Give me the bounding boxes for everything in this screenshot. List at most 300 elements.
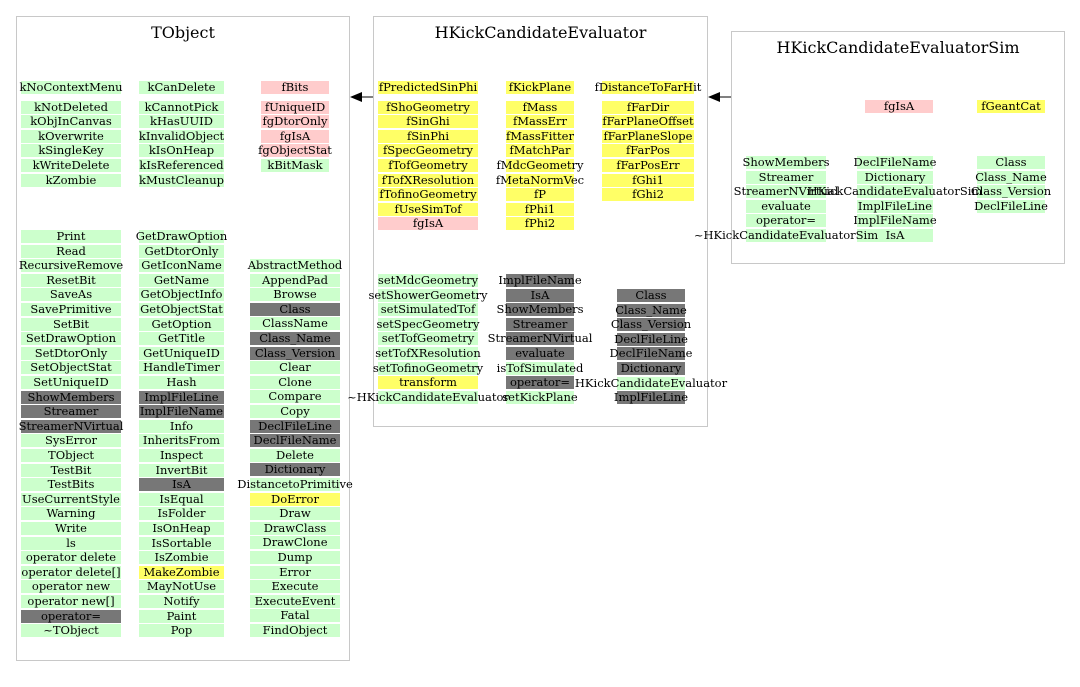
class-member [139, 493, 224, 506]
member-label: DeclFileName [253, 433, 337, 448]
class-member [977, 100, 1045, 113]
class-member [506, 203, 574, 216]
member-label: fMatchPar [509, 143, 571, 158]
class-member [347, 389, 509, 404]
class-member [617, 289, 685, 302]
member-label: SaveAs [49, 287, 93, 302]
member-label: fgIsA [279, 128, 311, 143]
member-label: SavePrimitive [30, 302, 112, 316]
member-label: kZombie [45, 172, 97, 187]
class-member [21, 81, 121, 94]
member-label: IsA [885, 228, 905, 242]
class-member [853, 155, 937, 169]
class-member [21, 144, 121, 157]
class-member [135, 229, 228, 243]
class-member [139, 434, 224, 447]
member-label: TObject [48, 448, 94, 462]
class-member [378, 376, 478, 389]
class-member [21, 580, 121, 593]
class-member [368, 287, 488, 302]
class-member [21, 405, 121, 418]
member-label: ImplFileName [498, 273, 582, 287]
class-member [250, 536, 340, 549]
member-label: Dictionary [864, 169, 926, 184]
class-member [250, 274, 340, 287]
class-member [139, 449, 224, 462]
class-member [21, 318, 121, 331]
member-label: Copy [280, 404, 310, 418]
member-label: Paint [166, 608, 197, 623]
class-member [21, 332, 121, 345]
class-member [378, 159, 478, 172]
member-label: GetDrawOption [135, 229, 228, 243]
member-label: Class [995, 155, 1027, 169]
class-member [261, 159, 329, 172]
member-label: fGhi2 [632, 187, 664, 202]
class-member [247, 258, 343, 272]
member-label: ls [66, 535, 76, 550]
class-member [378, 318, 478, 331]
member-label: fUniqueID [264, 99, 326, 114]
member-label: fUseSimTof [394, 201, 462, 216]
class-member [250, 390, 340, 403]
class-member [974, 198, 1048, 213]
member-label: SetUniqueID [33, 375, 109, 389]
class-member [506, 101, 574, 114]
class-member [21, 478, 121, 491]
class-member [506, 188, 574, 201]
member-label: Notify [163, 594, 200, 608]
member-label: Read [56, 243, 86, 258]
class-member [487, 331, 593, 346]
member-label: kIsOnHeap [148, 143, 215, 158]
class-member [853, 213, 937, 228]
class-member [21, 274, 121, 287]
inheritance-arrow [708, 92, 731, 102]
class-member [21, 303, 121, 316]
class-member [506, 347, 574, 360]
inheritance-arrow [350, 92, 373, 102]
member-label: Dictionary [620, 361, 682, 375]
class-member [506, 115, 574, 128]
class-member [261, 101, 329, 114]
class-member [250, 463, 340, 476]
class-member [250, 347, 340, 360]
member-label: Dictionary [264, 462, 326, 477]
member-label: Warning [46, 506, 96, 521]
member-label: operator= [40, 608, 102, 623]
class-member [139, 361, 224, 374]
member-label: IsSortable [151, 535, 212, 550]
member-label: fShoGeometry [386, 99, 470, 114]
class-member [857, 200, 933, 213]
member-label: ClassName [262, 316, 328, 331]
class-member [378, 332, 478, 345]
class-member [21, 230, 121, 243]
member-label: Info [169, 418, 194, 433]
member-label: Clone [278, 374, 312, 389]
class-member [261, 130, 329, 143]
member-label: FindObject [262, 623, 328, 637]
class-member [21, 434, 121, 447]
member-label: IsZombie [154, 550, 209, 565]
class-member [617, 304, 685, 317]
class-member [378, 188, 478, 201]
member-label: MayNotUse [146, 579, 217, 594]
class-member [250, 434, 340, 447]
member-label: RecursiveRemove [18, 258, 124, 273]
class-member [378, 81, 478, 94]
member-label: Inspect [159, 448, 204, 462]
class-member [21, 376, 121, 389]
member-label: GetObjectStat [140, 302, 223, 316]
class-member [602, 188, 694, 201]
class-member [21, 595, 121, 608]
class-member [139, 464, 224, 477]
class-member [250, 595, 340, 608]
class-member [574, 375, 728, 390]
class-member [250, 376, 340, 389]
class-member [378, 303, 478, 316]
class-title: HKickCandidateEvaluator [434, 23, 647, 42]
member-label: Streamer [758, 169, 814, 184]
member-label: fDistanceToFarHit [594, 80, 702, 94]
member-label: kInvalidObject [138, 128, 225, 143]
class-member [375, 346, 481, 360]
class-member [139, 288, 224, 301]
class-member [807, 184, 983, 199]
class-member [261, 81, 329, 94]
class-member [21, 101, 121, 114]
class-member [18, 418, 124, 433]
member-label: DeclFileLine [258, 418, 332, 433]
member-label: GetObjectInfo [140, 287, 223, 302]
class-member [250, 609, 340, 622]
member-label: DoError [271, 491, 319, 506]
member-label: Draw [279, 506, 311, 521]
member-label: fgObjectStat [258, 143, 332, 158]
member-label: evaluate [761, 198, 811, 213]
member-label: transform [399, 375, 457, 390]
class-member [602, 174, 694, 187]
class-member [378, 130, 478, 143]
class-member [250, 507, 340, 520]
class-member [21, 493, 121, 506]
class-member [594, 80, 702, 94]
member-label: fFarDir [626, 99, 670, 114]
class-member [602, 144, 694, 157]
class-box-hkickcandidateevaluatorsim [693, 31, 1065, 264]
member-label: fPredictedSinPhi [378, 80, 478, 94]
member-label: ~HKickCandidateEvaluatorSim [693, 228, 879, 242]
class-member [506, 376, 574, 389]
class-member [139, 144, 224, 157]
class-member [139, 101, 224, 114]
class-member [250, 551, 340, 564]
class-member [693, 228, 879, 242]
member-label: fPhi2 [524, 216, 556, 231]
class-member [602, 115, 694, 128]
class-member [139, 347, 224, 360]
class-member [617, 362, 685, 375]
member-label: Compare [268, 389, 322, 404]
member-label: Execute [271, 579, 319, 594]
member-label: Pop [170, 623, 193, 638]
member-label: fgIsA [883, 99, 915, 113]
member-label: Streamer [43, 404, 99, 419]
class-member [250, 303, 340, 316]
member-label: Class [279, 301, 311, 316]
class-member [378, 274, 478, 287]
class-member [21, 464, 121, 477]
member-label: kCannotPick [144, 99, 219, 114]
member-label: Class_Version [610, 317, 692, 332]
class-member [250, 449, 340, 462]
class-member [250, 493, 340, 506]
class-member [614, 331, 688, 346]
class-member [139, 303, 224, 316]
member-label: IsOnHeap [152, 521, 211, 535]
member-label: HandleTimer [143, 360, 220, 375]
class-member [139, 580, 224, 593]
class-member [746, 214, 826, 227]
class-member [139, 478, 224, 491]
member-label: Write [55, 521, 87, 535]
class-member [261, 115, 329, 128]
member-label: ImplFileLine [857, 198, 933, 213]
member-label: GetUniqueID [143, 345, 220, 360]
member-label: fKickPlane [508, 80, 572, 94]
member-label: operator= [509, 375, 571, 390]
class-member [602, 130, 694, 143]
class-member [378, 144, 478, 157]
member-label: AbstractMethod [247, 258, 343, 272]
class-member [258, 143, 332, 158]
class-member [250, 405, 340, 418]
member-label: fSpecGeometry [383, 143, 473, 158]
member-label: fMass [522, 99, 558, 114]
member-label: kMustCleanup [139, 172, 224, 187]
member-label: Class_Version [254, 345, 336, 360]
member-label: ~TObject [43, 623, 99, 638]
member-label: Class_Version [970, 184, 1052, 199]
member-label: setMdcGeometry [377, 273, 479, 287]
class-member [21, 130, 121, 143]
member-label: setTofinoGeometry [372, 360, 484, 375]
class-member [139, 318, 224, 331]
member-label: Class_Name [615, 302, 687, 317]
class-member [498, 273, 582, 287]
member-label: setTofXResolution [375, 346, 481, 360]
member-label: kObjInCanvas [30, 114, 112, 129]
member-label: SysError [44, 433, 98, 448]
member-label: Class_Name [259, 331, 331, 345]
member-label: DeclFileLine [614, 331, 688, 346]
member-label: ResetBit [46, 272, 96, 287]
member-label: ShowMembers [742, 155, 830, 169]
member-label: operator= [755, 213, 817, 228]
member-label: ShowMembers [496, 302, 584, 317]
class-member [250, 361, 340, 374]
class-member [746, 171, 826, 184]
member-label: fSinGhi [406, 114, 450, 129]
class-member [139, 115, 224, 128]
member-label: fGhi1 [632, 172, 664, 187]
member-label: operator new[] [27, 594, 115, 608]
member-label: fFarPos [626, 143, 670, 158]
class-member [18, 258, 124, 273]
member-label: fMdcGeometry [496, 158, 584, 172]
member-label: fMetaNormVec [495, 172, 585, 187]
member-label: fP [534, 187, 546, 202]
class-member [21, 551, 121, 564]
class-member [139, 81, 224, 94]
member-label: fMassFitter [506, 128, 574, 143]
member-label: ~HKickCandidateEvaluator [347, 389, 509, 404]
member-label: kWriteDelete [32, 158, 110, 172]
class-member [21, 361, 121, 374]
member-label: kCanDelete [147, 80, 216, 94]
member-label: fFarPlaneOffset [602, 114, 694, 129]
class-member [857, 171, 933, 184]
member-label: AppendPad [261, 272, 329, 287]
class-member [506, 144, 574, 157]
member-label: ImplFileLine [144, 389, 219, 404]
member-label: setTofGeometry [381, 331, 475, 346]
class-member [378, 174, 478, 187]
member-label: kBitMask [267, 158, 323, 172]
class-member [139, 537, 224, 550]
member-label: operator delete[] [21, 564, 121, 579]
member-label: Print [56, 229, 86, 243]
member-label: HKickCandidateEvaluator [574, 375, 728, 390]
class-member [602, 159, 694, 172]
member-label: DeclFileName [853, 155, 937, 169]
class-member [21, 522, 121, 535]
class-member [21, 566, 121, 579]
member-label: SetBit [52, 316, 90, 331]
member-label: TestBits [47, 477, 95, 492]
class-member [977, 156, 1045, 169]
member-label: kNoContextMenu [19, 80, 123, 94]
member-label: Fatal [280, 608, 310, 623]
member-label: setShowerGeometry [368, 287, 488, 302]
class-member [21, 391, 121, 404]
class-member [250, 580, 340, 593]
class-member [378, 115, 478, 128]
member-label: Browse [273, 287, 317, 302]
member-label: GetName [153, 272, 210, 287]
member-label: StreamerNVirtual [18, 418, 124, 433]
class-member [139, 391, 224, 404]
member-label: IsEqual [159, 491, 204, 506]
class-member [21, 115, 121, 128]
member-label: DrawClass [263, 520, 327, 535]
class-member [21, 610, 121, 623]
member-label: fFarPlaneSlope [603, 128, 693, 143]
class-member [506, 318, 574, 331]
class-member [21, 537, 121, 550]
class-member [139, 130, 224, 143]
class-member [378, 203, 478, 216]
class-member [139, 174, 224, 187]
member-label: SetDrawOption [25, 331, 117, 346]
class-member [502, 389, 578, 404]
member-label: DeclFileLine [974, 198, 1048, 213]
member-label: ImplFileName [853, 213, 937, 228]
member-label: GetTitle [157, 331, 206, 346]
class-member [506, 81, 574, 94]
class-member [139, 259, 224, 272]
member-label: kOverwrite [38, 128, 104, 143]
class-member [250, 332, 340, 345]
class-member [21, 159, 121, 172]
member-label: isTofSimulated [496, 360, 584, 375]
class-member [610, 317, 692, 332]
class-member [977, 171, 1045, 184]
member-label: operator new [31, 579, 111, 594]
class-member [21, 347, 121, 360]
member-label: kNotDeleted [34, 99, 108, 114]
class-member [609, 346, 693, 361]
member-label: MakeZombie [143, 564, 220, 579]
member-label: GetDtorOnly [144, 243, 219, 258]
class-member [250, 420, 340, 433]
class-member [250, 566, 340, 579]
class-member [970, 184, 1052, 199]
member-label: Class_Name [975, 169, 1047, 184]
member-label: fPhi1 [524, 201, 556, 216]
member-label: UseCurrentStyle [22, 491, 120, 506]
class-member [865, 100, 933, 113]
class-member [139, 507, 224, 520]
class-member [21, 449, 121, 462]
class-member [21, 288, 121, 301]
member-label: DrawClone [262, 535, 328, 550]
member-label: setSimulatedTof [380, 302, 476, 317]
class-member [250, 288, 340, 301]
member-label: TestBit [50, 462, 92, 477]
class-member [139, 420, 224, 433]
member-label: InvertBit [155, 462, 208, 477]
member-label: operator delete [25, 550, 117, 565]
class-member [237, 477, 353, 491]
class-member [139, 566, 224, 579]
class-member [139, 522, 224, 535]
class-member [250, 317, 340, 330]
class-title: HKickCandidateEvaluatorSim [776, 38, 1020, 57]
class-member [742, 155, 830, 169]
member-label: ShowMembers [27, 389, 115, 404]
class-box-tobject [16, 16, 353, 661]
member-label: DeclFileName [609, 346, 693, 361]
class-member [21, 174, 121, 187]
member-label: fTofinoGeometry [379, 187, 477, 202]
class-member [496, 360, 584, 375]
member-label: fFarPosErr [616, 158, 680, 172]
member-label: fTofGeometry [388, 158, 468, 172]
class-member [378, 217, 478, 230]
member-label: SetDtorOnly [34, 345, 108, 360]
member-label: HKickCandidateEvaluatorSim [807, 184, 983, 199]
class-box-hkickcandidateevaluator [347, 16, 728, 427]
class-member [506, 217, 574, 230]
member-label: Class [635, 288, 667, 302]
class-member [613, 390, 689, 405]
class-member [495, 172, 585, 187]
member-label: fMassErr [512, 114, 568, 129]
member-label: ImplFileName [139, 404, 224, 419]
